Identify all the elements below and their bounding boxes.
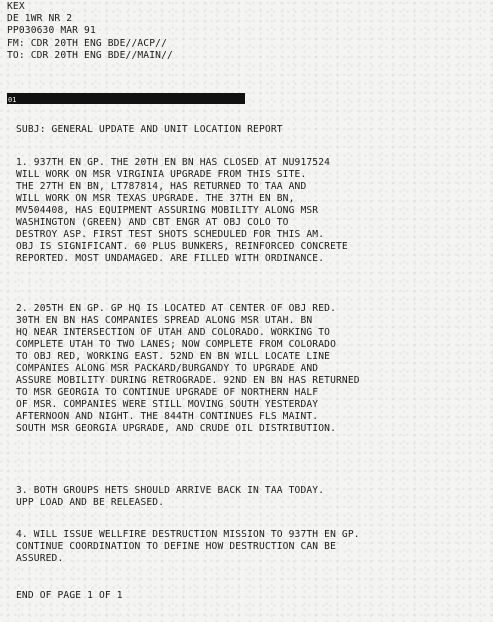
- date-time-group: PP030630 MAR 91: [7, 25, 96, 36]
- header-redaction-bar: [7, 93, 245, 104]
- header-bar-mark: 01: [8, 96, 17, 104]
- para-line: 1. 937TH EN GP. THE 20TH EN BN HAS CLOSED AT NU917524: [16, 157, 331, 168]
- para-line: TO OBJ RED, WORKING EAST. 52ND EN BN WILL LOCATE LINE: [16, 351, 331, 362]
- para-line: THE 27TH EN BN, LT787814, HAS RETURNED TO TAA AND: [16, 181, 307, 192]
- para-line: DESTROY ASP. FIRST TEST SHOTS SCHEDULED FOR THIS AM.: [16, 229, 325, 240]
- para-line: SOUTH MSR GEORGIA UPGRADE, AND CRUDE OIL DISTRIBUTION.: [16, 423, 336, 434]
- subject-line: SUBJ: GENERAL UPDATE AND UNIT LOCATION REPORT: [16, 124, 283, 135]
- para-line: TO MSR GEORGIA TO CONTINUE UPGRADE OF NORTHERN HALF: [16, 387, 319, 398]
- para-line: 4. WILL ISSUE WELLFIRE DESTRUCTION MISSION TO 937TH EN GP.: [16, 529, 360, 540]
- para-line: 2. 205TH EN GP. GP HQ IS LOCATED AT CENTER OF OBJ RED.: [16, 303, 336, 314]
- para-line: OBJ IS SIGNIFICANT. 60 PLUS BUNKERS, REINFORCED CONCRETE: [16, 241, 348, 252]
- para-line: OF MSR. COMPANIES WERE STILL MOVING SOUTH YESTERDAY: [16, 399, 319, 410]
- para-line: ASSURE MOBILITY DURING RETROGRADE. 92ND EN BN HAS RETURNED: [16, 375, 360, 386]
- para-line: HQ NEAR INTERSECTION OF UTAH AND COLORADO. WORKING TO: [16, 327, 331, 338]
- para-line: COMPLETE UTAH TO TWO LANES; NOW COMPLETE FROM COLORADO: [16, 339, 336, 350]
- to-line: TO: CDR 20TH ENG BDE//MAIN//: [7, 50, 173, 61]
- para-line: MV504408, HAS EQUIPMENT ASSURING MOBILITY ALONG MSR: [16, 205, 319, 216]
- station-line: DE 1WR NR 2: [7, 13, 73, 24]
- from-line: FM: CDR 20TH ENG BDE//ACP//: [7, 38, 167, 49]
- para-line: WILL WORK ON MSR VIRGINIA UPGRADE FROM THIS SITE.: [16, 169, 307, 180]
- para-line: WILL WORK ON MSR TEXAS UPGRADE. THE 37TH EN BN,: [16, 193, 295, 204]
- para-line: 3. BOTH GROUPS HETS SHOULD ARRIVE BACK IN TAA TODAY.: [16, 485, 325, 496]
- para-line: ASSURED.: [16, 553, 64, 564]
- routing-indicator: KEX: [7, 1, 25, 12]
- para-line: REPORTED. MOST UNDAMAGED. ARE FILLED WITH ORDINANCE.: [16, 253, 325, 264]
- para-line: COMPANIES ALONG MSR PACKARD/BURGANDY TO UPGRADE AND: [16, 363, 319, 374]
- para-line: UPP LOAD AND BE RELEASED.: [16, 497, 165, 508]
- page-footer: END OF PAGE 1 OF 1: [16, 590, 123, 601]
- para-line: CONTINUE COORDINATION TO DEFINE HOW DESTRUCTION CAN BE: [16, 541, 336, 552]
- para-line: AFTERNOON AND NIGHT. THE 844TH CONTINUES FLS MAINT.: [16, 411, 319, 422]
- para-line: WASHINGTON (GREEN) AND CBT ENGR AT OBJ COLO TO: [16, 217, 289, 228]
- para-line: 30TH EN BN HAS COMPANIES SPREAD ALONG MSR UTAH. BN: [16, 315, 313, 326]
